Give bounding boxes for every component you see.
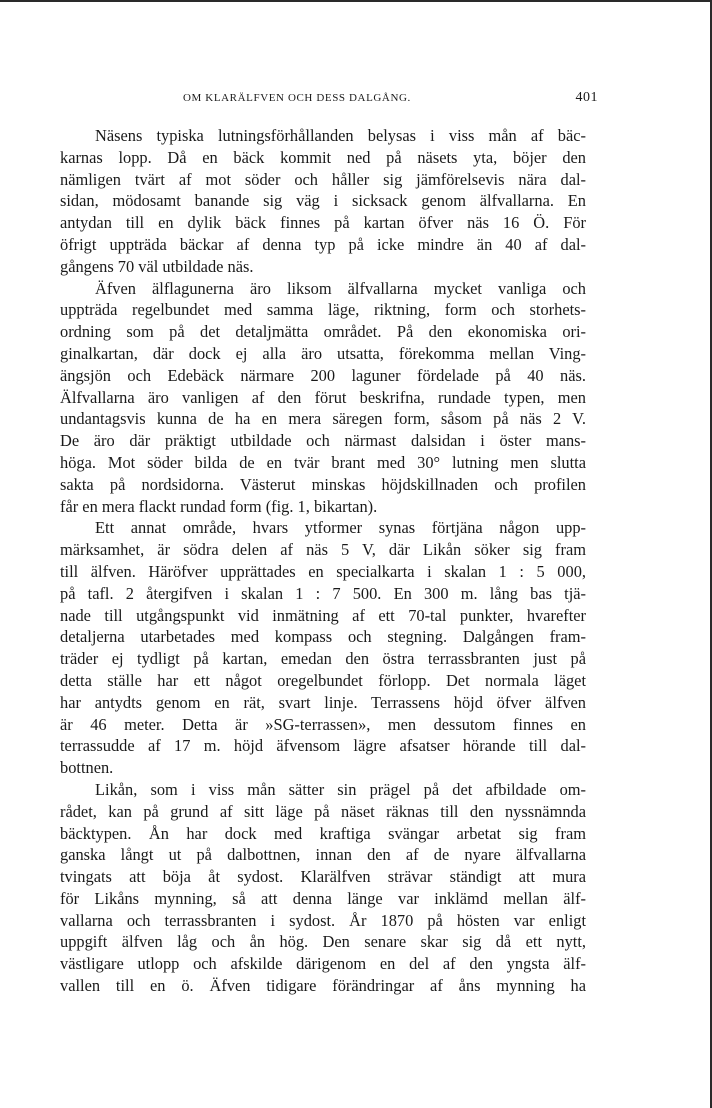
text-line: på tafl. 2 återgifven i skalan 1 : 7 500. En 300 m. lång bas tjä- bbox=[60, 583, 586, 603]
text-line: Näsens typiska lutningsförhållanden belysas i viss mån af bäc- bbox=[95, 126, 586, 145]
page-number: 401 bbox=[575, 90, 598, 105]
text-line: sidan, mödosamt banande sig väg i sicksack genom älfvallarna. En bbox=[60, 191, 586, 211]
text-line: till älfven. Häröfver upprättades en specialkarta i skalan 1 : 5 000, bbox=[60, 561, 586, 581]
text-line: undantagsvis kunna de ha en mera säregen form, såsom på näs 2 V. bbox=[60, 409, 586, 429]
text-line: får en mera flackt rundad form (fig. 1, bikartan). bbox=[60, 496, 378, 516]
text-line: nämligen tvärt af mot söder och håller sig jämförelsevis nära dal- bbox=[60, 169, 586, 189]
text-line: Äfven älflagunerna äro liksom älfvallarna mycket vanliga och bbox=[95, 278, 586, 298]
text-line: sakta på nordsidorna. Västerut minskas höjdskillnaden och profilen bbox=[60, 474, 586, 494]
running-title: OM KLARÄLFVEN OCH DESS DALGÅNG. bbox=[183, 92, 411, 104]
text-line: ängsjön och Edebäck närmare 200 laguner fördelade på 40 näs. bbox=[60, 365, 586, 385]
text-line: vallen till en ö. Äfven tidigare förändringar af åns mynning ha bbox=[60, 976, 586, 996]
text-line: rådet, kan på grund af sitt läge på näset räknas till den nyssnämnda bbox=[60, 801, 586, 821]
text-line: uppgift älfven låg och ån hög. Den senare skar sig då ett nytt, bbox=[60, 932, 586, 952]
text-line: västligare utlopp och afskilde därigenom en del af den yngsta älf- bbox=[60, 954, 586, 974]
text-line: bottnen. bbox=[60, 758, 114, 778]
text-line: för Likåns mynning, så att denna länge var inklämd mellan älf- bbox=[60, 888, 586, 908]
text-line: detta ställe har ett något oregelbundet förlopp. Det normala läget bbox=[60, 670, 586, 690]
text-line: nade till utgångspunkt vid inmätning af ett 70-tal punkter, hvarefter bbox=[60, 605, 586, 625]
text-line: karnas lopp. Då en bäck kommit ned på näsets yta, böjer den bbox=[60, 147, 586, 167]
text-line: Ett annat område, hvars ytformer synas förtjäna någon upp- bbox=[95, 518, 586, 538]
text-line: ganska långt ut på dalbottnen, innan den af de nyare älfvallarna bbox=[60, 845, 586, 865]
text-line: höga. Mot söder bilda de en tvär brant med 30° lutning men slutta bbox=[60, 452, 586, 472]
text-line: uppträda regelbundet med samma läge, riktning, form och storhets- bbox=[60, 300, 586, 320]
text-line: vallarna och terrassbranten i sydost. År 1870 på hösten var enligt bbox=[60, 910, 586, 930]
text-line: gångens 70 väl utbildade näs. bbox=[60, 256, 254, 276]
text-line: bäcktypen. Ån har dock med kraftiga svängar arbetat sig fram bbox=[60, 823, 586, 843]
text-line: märksamhet, är södra delen af näs 5 V, där Likån söker sig fram bbox=[60, 540, 586, 560]
text-line: Älfvallarna äro vanligen af den förut beskrifna, rundade typen, men bbox=[60, 387, 586, 407]
text-line: tvingats att böja åt sydost. Klarälfven strävar ständigt att mura bbox=[60, 867, 586, 887]
text-line: träder ej tydligt på kartan, emedan den östra terrassbranten just på bbox=[60, 649, 586, 669]
page-border-top bbox=[0, 0, 712, 2]
text-line: har antydts genom en rät, svart linje. Terrassens höjd öfver älfven bbox=[60, 692, 586, 712]
text-line: detaljerna utarbetades med kompass och stegning. Dalgången fram- bbox=[60, 627, 586, 647]
text-line: ordning som på det detaljmätta området. På den ekonomiska ori- bbox=[60, 322, 586, 342]
text-line: Likån, som i viss mån sätter sin prägel på det afbildade om- bbox=[95, 779, 586, 799]
text-line: ginalkartan, där dock ej alla äro utsatta, förekomma mellan Ving- bbox=[60, 343, 586, 363]
body-text bbox=[60, 125, 586, 997]
text-line: terrassudde af 17 m. höjd äfvensom lägre afsatser hörande till dal- bbox=[60, 736, 586, 756]
text-line: De äro där präktigt utbildade och närmast dalsidan i öster mans- bbox=[60, 431, 586, 451]
text-line: antydan till en dylik bäck finnes på kartan öfver näs 16 Ö. För bbox=[60, 213, 586, 233]
text-line: öfrigt uppträda bäckar af denna typ på icke mindre än 40 af dal- bbox=[60, 234, 586, 254]
text-line: är 46 meter. Detta är »SG-terrassen», men dessutom finnes en bbox=[60, 714, 586, 734]
page-header bbox=[60, 92, 598, 112]
